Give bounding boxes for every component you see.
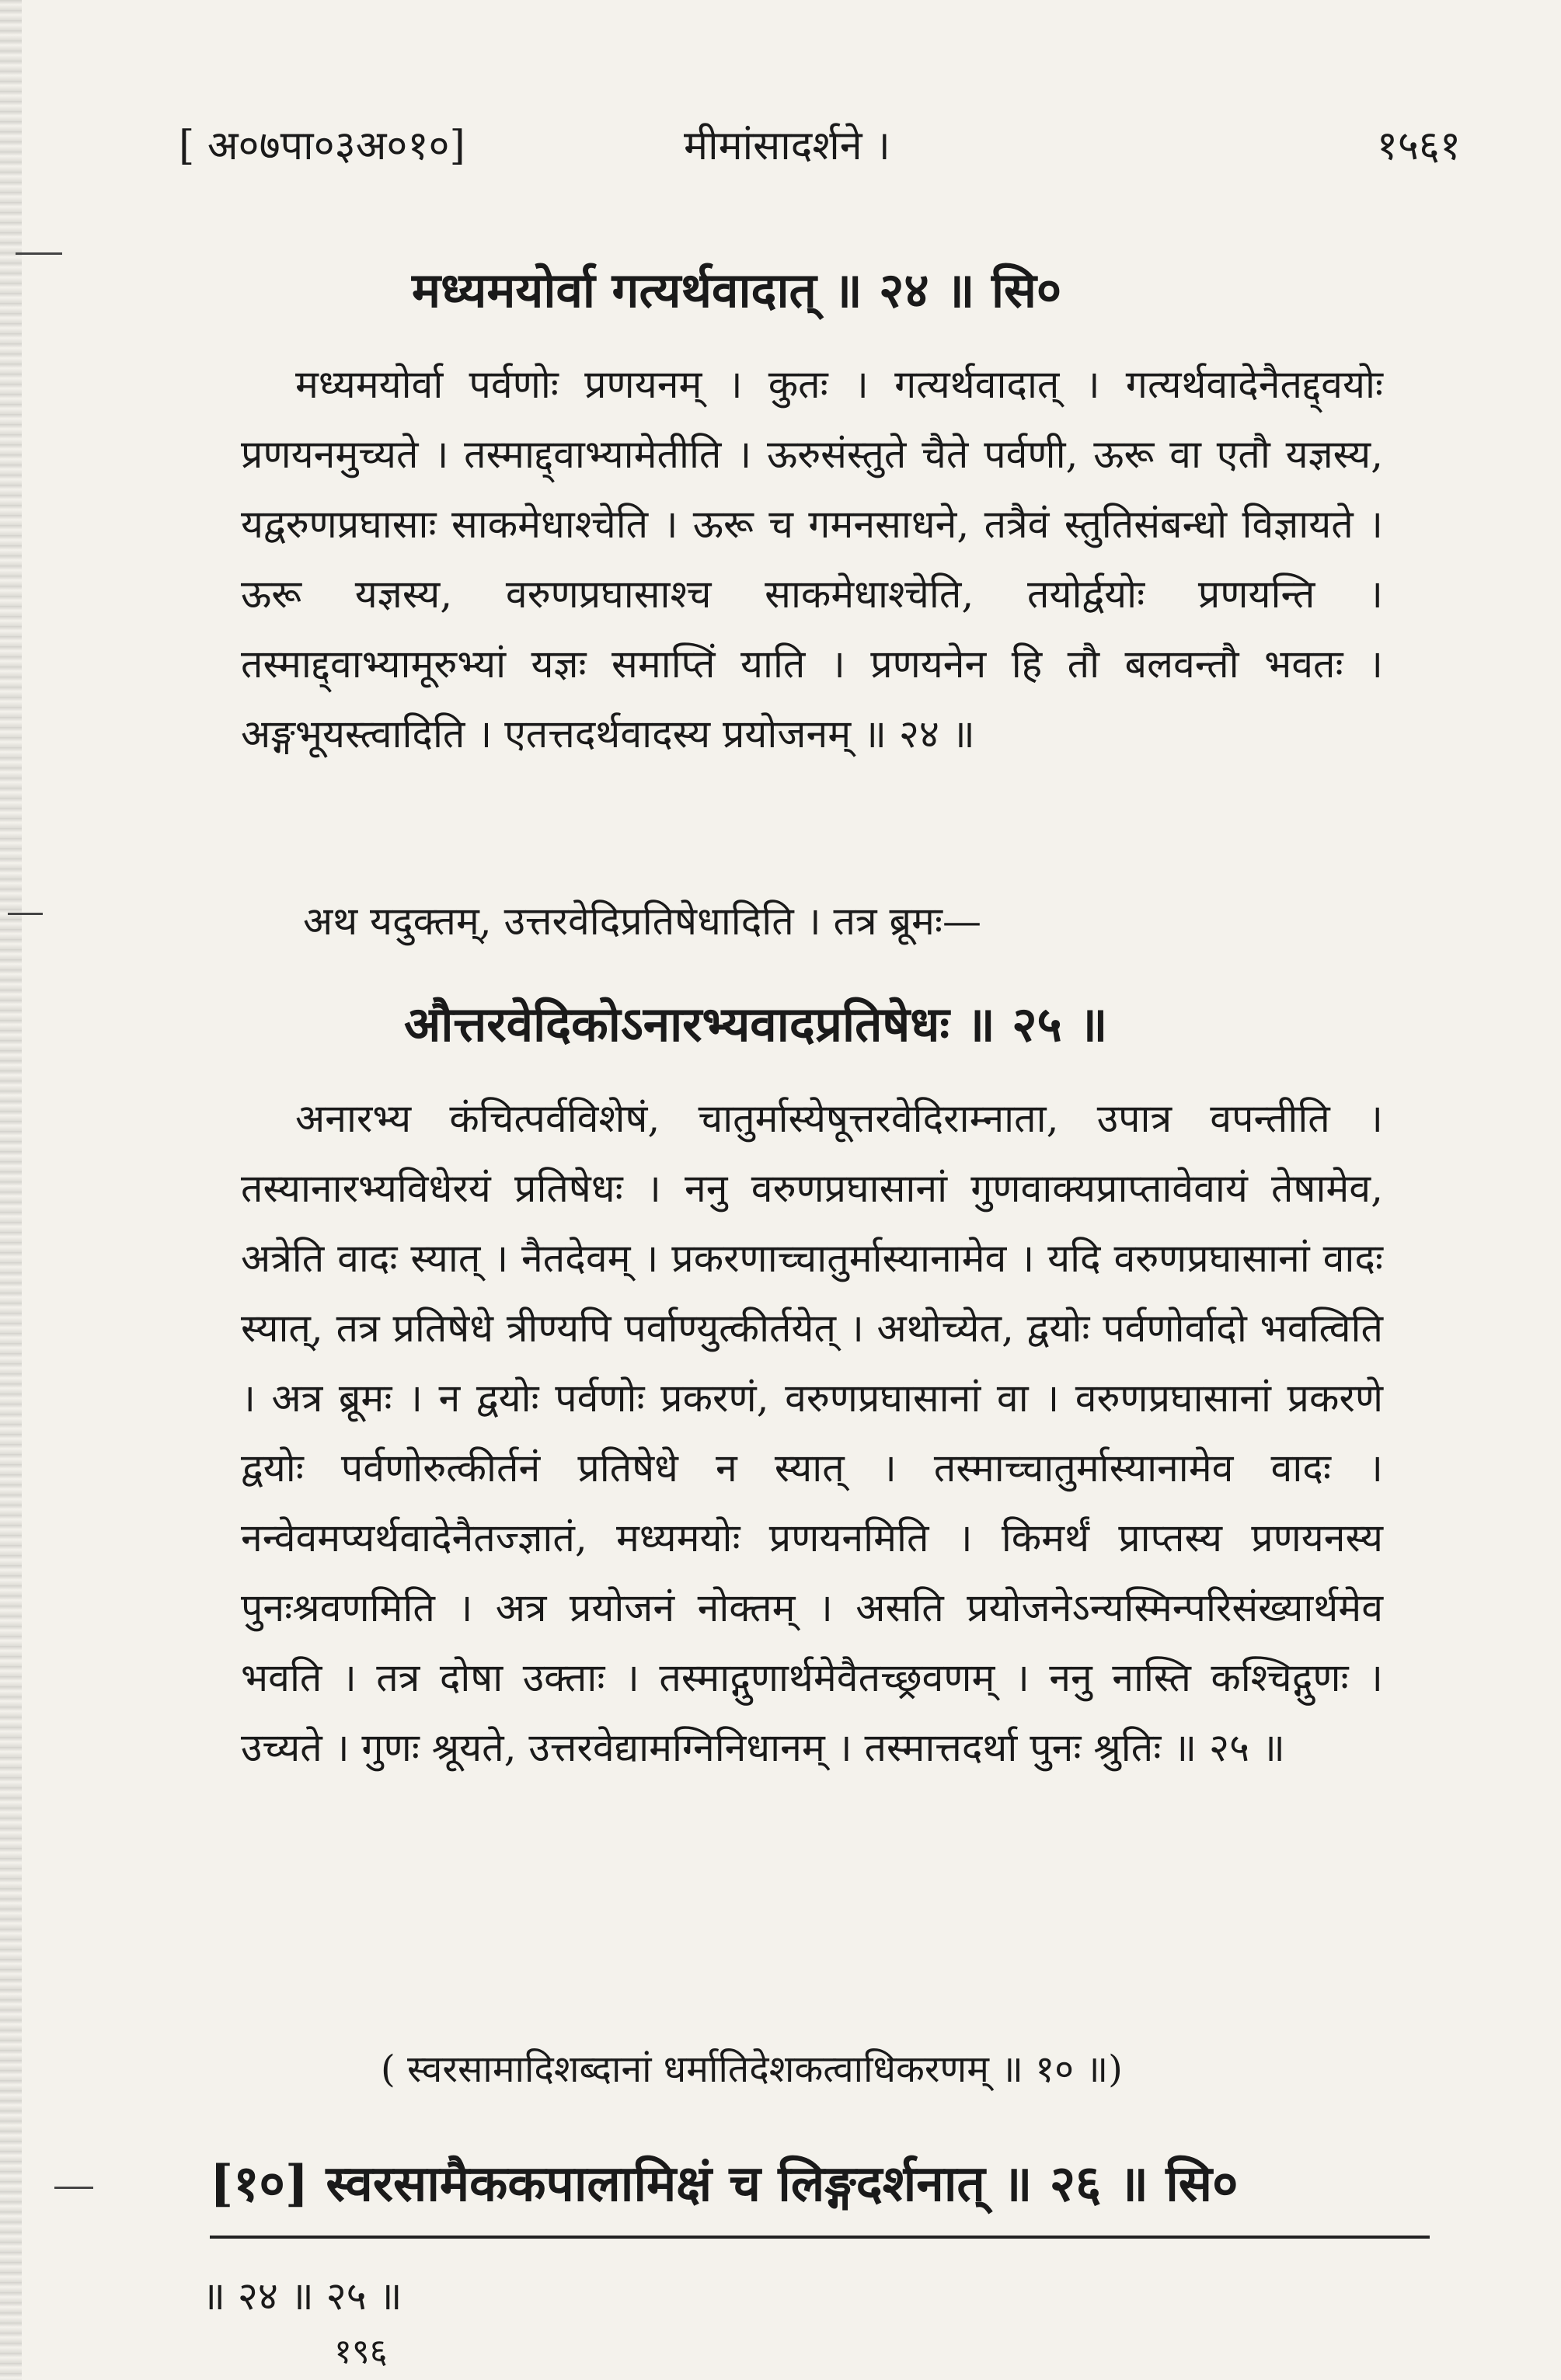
sutra-24: मध्यमयोर्वा गत्यर्थवादात् ॥ २४ ॥ सि० bbox=[412, 262, 1062, 318]
page-edge-shadow bbox=[0, 0, 22, 2380]
header-title: मीमांसादर्शने । bbox=[684, 123, 890, 169]
running-header bbox=[179, 117, 1461, 179]
footnote: ॥ २४ ॥ २५ ॥ bbox=[202, 2274, 402, 2319]
margin-mark bbox=[8, 913, 43, 915]
printer-signature: १९६ bbox=[334, 2332, 388, 2371]
adhikarana-heading: ( स्वरसामादिशब्दानां धर्मातिदेशकत्वाधिकरणम् ॥ १० ॥) bbox=[381, 2048, 1123, 2091]
footnote-divider bbox=[210, 2236, 1430, 2239]
header-reference: [ अ०७पा०३अ०१०] bbox=[179, 123, 465, 169]
sutra-25: औत्तरवेदिकोऽनारभ्यवादप्रतिषेधः ॥ २५ ॥ bbox=[404, 996, 1108, 1053]
commentary-25: अनारभ्य कंचित्पर्वविशेषं, चातुर्मास्येषूत्तरवेदिराम्नाता, उपात्र वपन्तीति । तस्यानारभ्यविधेरयं प्रतिषेधः । ननु वरुणप्रघासानां गुणवाक्यप्राप्तावेवायं तेषामेव, अत्रेति वादः स्यात् । नैतदेवम् । प्रकरणाच्चातुर्मास्यानामेव । यदि वरुणप्रघासानां वादः स्यात्, तत्र प्रतिषेधे त्रीण्यपि पर्वाण्युत्कीर्तयेत् । अथोच्येत, द्वयोः पर्वणोर्वादो भवत्विति । अत्र ब्रूमः । न द्वयोः पर्वणोः प्रकरणं, वरुणप्रघासानां वा । वरुणप्रघासानां प्रकरणे द्वयोः पर्वणोरुत्कीर्तनं प्रतिषेधे न स्यात् । तस्माच्चातुर्मास्यानामेव वादः । नन्वेवमप्यर्थवादेनैतज्ज्ञातं, मध्यमयोः प्रणयनमिति । किमर्थं प्राप्तस्य प्रणयनस्य पुनःश्रवणमिति । अत्र प्रयोजनं नोक्तम् । असति प्रयोजनेऽन्यस्मिन्परिसंख्यार्थमेव भवति । तत्र दोषा उक्ताः । तस्माद्गुणार्थमेवैतच्छ्रवणम् । ननु नास्ति कश्चिद्गुणः । उच्यते । गुणः श्रूयते, उत्तरवेद्यामग्निनिधानम् । तस्मात्तदर्था पुनः श्रुतिः ॥ २५ ॥ bbox=[241, 1096, 1383, 1770]
page-number: १५६१ bbox=[1376, 123, 1461, 169]
commentary-24: मध्यमयोर्वा पर्वणोः प्रणयनम् । कुतः । गत्यर्थवादात् । गत्यर्थवादेनैतद्द्वयोः प्रणयनमुच्यते । तस्माद्द्वाभ्यामेतीति । ऊरुसंस्तुते चैते पर्वणी, ऊरू वा एतौ यज्ञस्य, यद्वरुणप्रघासाः साकमेधाश्चेति । ऊरू च गमनसाधने, तत्रैवं स्तुतिसंबन्धो विज्ञायते । ऊरू यज्ञस्य, वरुणप्रघासाश्च साकमेधाश्चेति, तयोर्द्वयोः प्रणयन्ति । तस्माद्द्वाभ्यामूरुभ्यां यज्ञः समाप्तिं याति । प्रणयनेन हि तौ बलवन्तौ भवतः । अङ्गभूयस्त्वादिति । एतत्तदर्थवादस्य प्रयोजनम् ॥ २४ ॥ bbox=[241, 362, 1383, 757]
sutra-26: [१०] स्वरसामैककपालामिक्षं च लिङ्गदर्शनात् ॥ २६ ॥ सि० bbox=[210, 2155, 1239, 2213]
margin-mark bbox=[54, 2187, 93, 2189]
intro-25: अथ यदुक्तम्, उत्तरवेदिप्रतिषेधादिति । तत्र ब्रूमः— bbox=[303, 899, 982, 944]
margin-mark bbox=[16, 252, 62, 255]
